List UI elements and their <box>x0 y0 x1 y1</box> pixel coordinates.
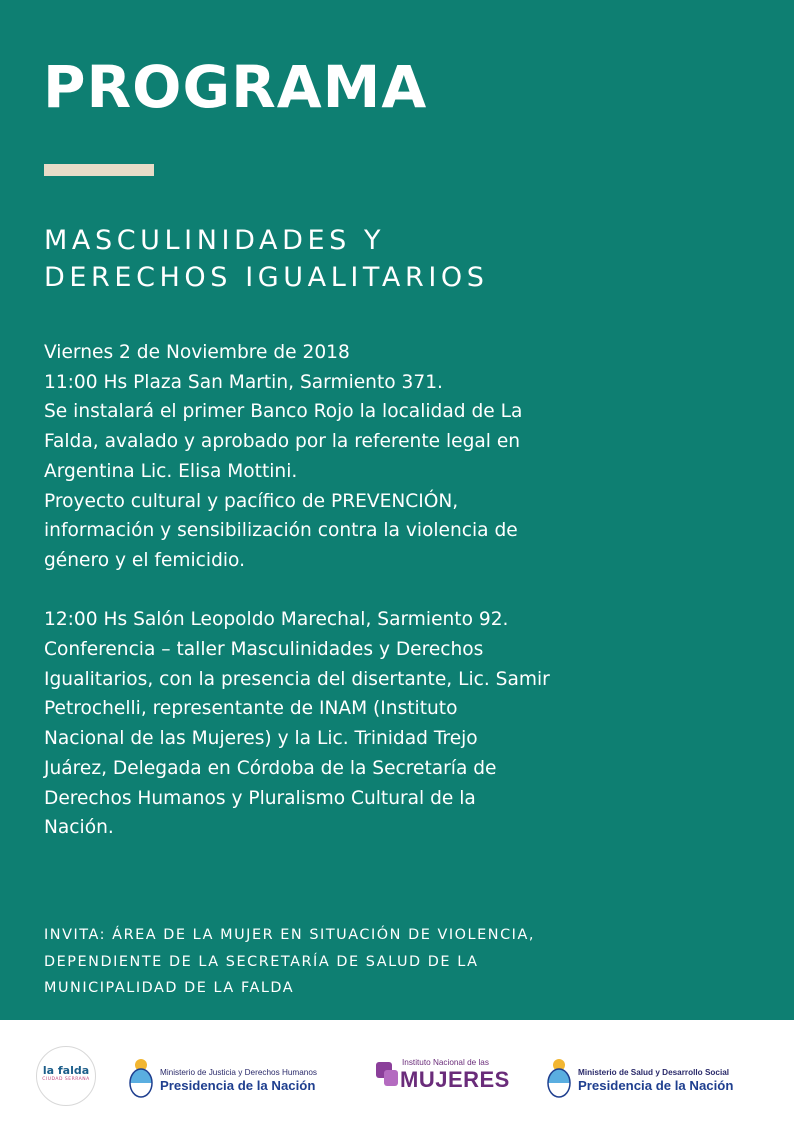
ministerio-justicia-logo <box>128 1054 348 1104</box>
body-line: género y el femicidio. <box>44 549 245 571</box>
event-paragraph-2 <box>44 605 644 843</box>
invita-line: MUNICIPALIDAD DE LA FALDA <box>44 980 295 996</box>
invita-line: DEPENDIENTE DE LA SECRETARÍA DE SALUD DE LA <box>44 953 479 970</box>
body-line: Nacional de las Mujeres) y la Lic. Trinidad Trejo <box>44 728 478 750</box>
inam-name: MUJERES <box>400 1067 510 1092</box>
ministry-name: Ministerio de Justicia y Derechos Humanos <box>160 1068 317 1077</box>
la-falda-logo <box>36 1046 96 1106</box>
la-falda-tagline: CIUDAD SERRANA <box>42 1077 90 1082</box>
body-line: Falda, avalado y aprobado por la referente legal en <box>44 431 521 453</box>
inam-logo <box>376 1058 516 1094</box>
program-body <box>44 338 644 843</box>
body-line: Proyecto cultural y pacífico de PREVENCIÓN, <box>44 490 459 512</box>
presidencia-label: Presidencia de la Nación <box>160 1078 316 1093</box>
body-line: Derechos Humanos y Pluralismo Cultural de la <box>44 787 476 809</box>
body-line: Viernes 2 de Noviembre de 2018 <box>44 342 350 363</box>
presidencia-label: Presidencia de la Nación <box>578 1078 734 1093</box>
la-falda-wordmark: la falda <box>42 1064 90 1077</box>
invita-line: INVITA: ÁREA DE LA MUJER EN SITUACIÓN DE VIOLENCIA, <box>44 927 535 943</box>
argentina-coat-of-arms-icon <box>128 1058 154 1100</box>
invitation-footer <box>44 922 664 1002</box>
subtitle-line: DERECHOS IGUALITARIOS <box>44 262 489 293</box>
sponsor-logo-bar <box>0 1020 794 1123</box>
body-line: Conferencia – taller Masculinidades y Derechos <box>44 639 484 661</box>
argentina-coat-of-arms-icon <box>546 1058 572 1100</box>
accent-divider <box>44 164 154 176</box>
ministerio-salud-logo <box>546 1054 776 1104</box>
inam-institute-label: Instituto Nacional de las <box>402 1058 489 1067</box>
page-title: PROGRAMA <box>43 53 428 121</box>
body-line: 11:00 Hs Plaza San Martin, Sarmiento 371. <box>44 371 443 393</box>
subtitle-line: MASCULINIDADES Y <box>44 225 386 256</box>
body-line: Juárez, Delegada en Córdoba de la Secretaría de <box>44 757 497 779</box>
body-line: Nación. <box>44 817 114 839</box>
paragraph-gap <box>44 576 644 606</box>
body-line: Igualitarios, con la presencia del disertante, Lic. Samir <box>44 668 550 690</box>
body-line: Se instalará el primer Banco Rojo la localidad de La <box>44 401 523 423</box>
ministry-name: Ministerio de Salud y Desarrollo Social <box>578 1068 730 1077</box>
event-paragraph-1 <box>44 338 644 576</box>
body-line: Petrochelli, representante de INAM (Instituto <box>44 698 458 720</box>
body-line: Argentina Lic. Elisa Mottini. <box>44 460 298 482</box>
program-subtitle <box>44 222 489 296</box>
inam-mark-icon <box>376 1062 398 1088</box>
body-line: información y sensibilización contra la violencia de <box>44 520 518 542</box>
body-line: 12:00 Hs Salón Leopoldo Marechal, Sarmiento 92. <box>44 609 509 631</box>
